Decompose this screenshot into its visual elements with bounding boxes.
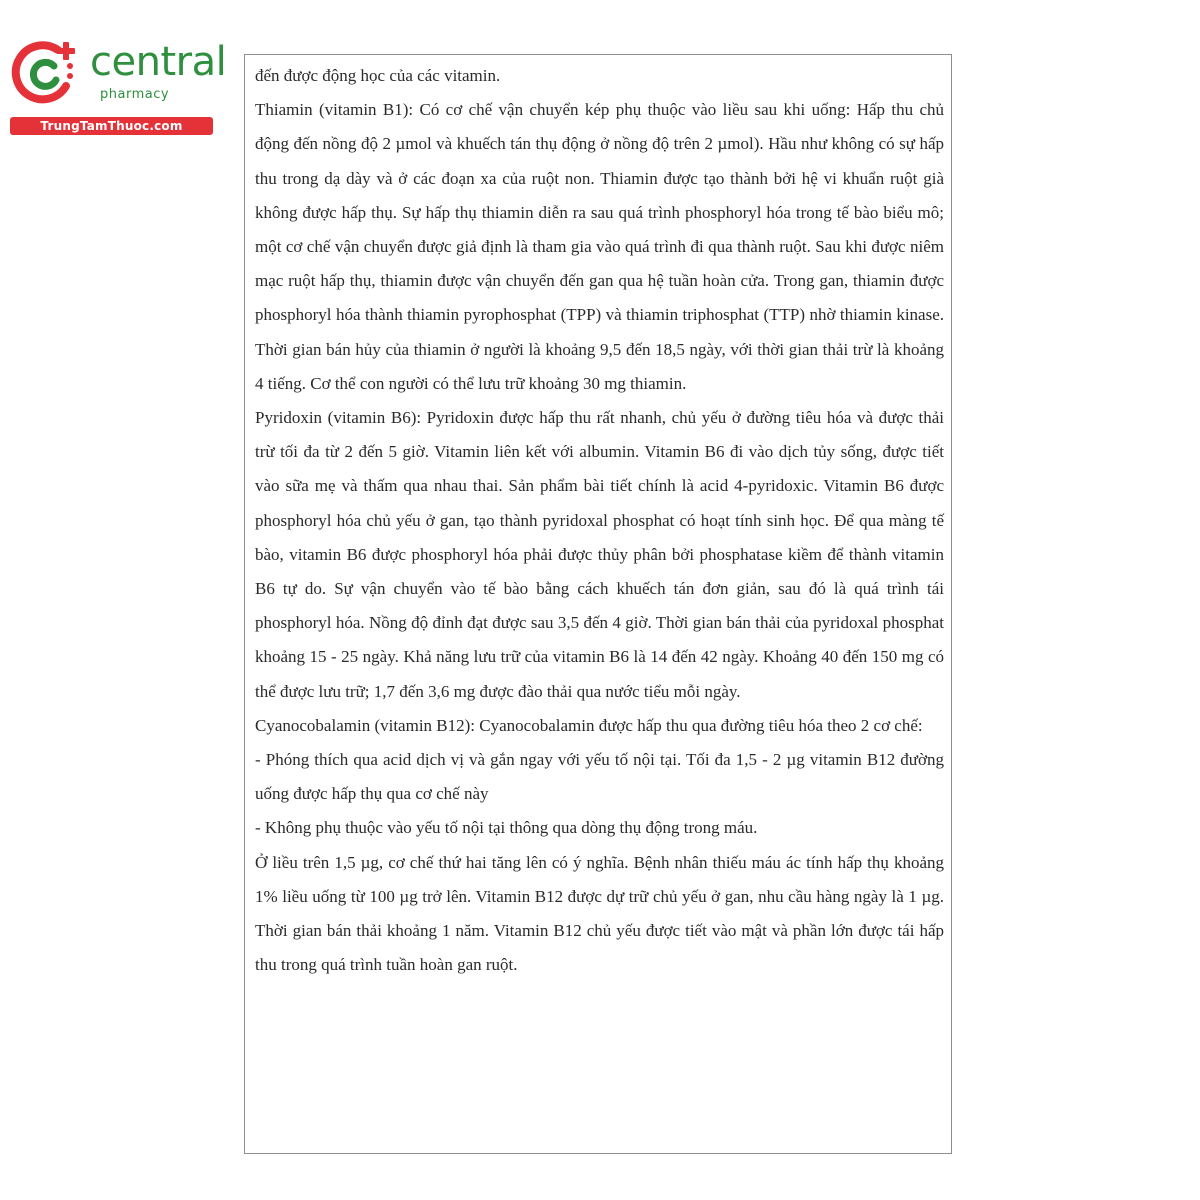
list-item-mechanism-1: - Phóng thích qua acid dịch vị và gắn ngay với yếu tố nội tại. Tối đa 1,5 - 2 µg vitamin B12 đường uống được hấp thụ qua cơ chế này xyxy=(255,750,944,804)
paragraph-pyridoxin: Pyridoxin (vitamin B6): Pyridoxin được hấp thu rất nhanh, chủ yếu ở đường tiêu hóa và được thải trừ tối đa từ 2 đến 5 giờ. Vitamin liên kết với albumin. Vitamin B6 đi vào dịch tủy sống, được tiết vào sữa mẹ và thấm qua nhau thai. Sản phẩm bài tiết chính là acid 4-pyridoxic. Vitamin B6 được phosphoryl hóa chủ yếu ở gan, tạo thành pyridoxal phosphat có hoạt tính sinh học. Để qua màng tế bào, vitamin B6 được phosphoryl hóa phải được thủy phân bởi phosphatase kiềm để thành vitamin B6 tự do. Sự vận chuyển vào tế bào bằng cách khuếch tán đơn giản, sau đó là quá trình tái phosphoryl hóa. Nồng độ đỉnh đạt được sau 3,5 đến 4 giờ. Thời gian bán thải của pyridoxal phosphat khoảng 15 - 25 ngày. Khả năng lưu trữ của vitamin B6 là 14 đến 42 ngày. Khoảng 40 đến 150 mg có thể được lưu trữ; 1,7 đến 3,6 mg được đào thải qua nước tiểu mỗi ngày. xyxy=(255,408,944,701)
brand-website-banner: TrungTamThuoc.com xyxy=(10,117,213,135)
central-pharmacy-logo xyxy=(10,36,227,136)
brand-name: central xyxy=(90,39,227,85)
brand-tagline: pharmacy xyxy=(100,87,170,102)
paragraph-b12-dosage: Ở liều trên 1,5 µg, cơ chế thứ hai tăng lên có ý nghĩa. Bệnh nhân thiếu máu ác tính hấp thụ khoảng 1% liều uống từ 100 µg trở lên. Vitamin B12 được dự trữ chủ yếu ở gan, nhu cầu hàng ngày là 1 µg. Thời gian bán thải khoảng 1 năm. Vitamin B12 chủ yếu được tiết vào mật và phần lớn được tái hấp thu trong quá trình tuần hoàn gan ruột. xyxy=(255,852,944,975)
paragraph-thiamin: Thiamin (vitamin B1): Có cơ chế vận chuyển kép phụ thuộc vào liều sau khi uống: Hấp thu chủ động đến nồng độ 2 µmol và khuếch tán thụ động ở nồng độ trên 2 µmol). Hầu như không có sự hấp thu trong dạ dày và ở các đoạn xa của ruột non. Thiamin được tạo thành bởi hệ vi khuẩn ruột già không được hấp thụ. Sự hấp thụ thiamin diễn ra sau quá trình phosphoryl hóa trong tế bào biểu mô; một cơ chế vận chuyển được giả định là tham gia vào quá trình đi qua thành ruột. Sau khi được niêm mạc ruột hấp thụ, thiamin được vận chuyển đến gan qua hệ tuần hoàn cửa. Trong gan, thiamin được phosphoryl hóa thành thiamin pyrophosphat (TPP) và thiamin triphosphat (TTP) nhờ thiamin kinase. Thời gian bán hủy của thiamin ở người là khoảng 9,5 đến 18,5 ngày, với thời gian thải trừ là khoảng 4 tiếng. Cơ thể con người có thể lưu trữ khoảng 30 mg thiamin. xyxy=(255,100,944,393)
paragraph-cyanocobalamin: Cyanocobalamin (vitamin B12): Cyanocobalamin được hấp thu qua đường tiêu hóa theo 2 cơ chế: xyxy=(255,715,923,735)
paragraph-intro-fragment: đến được động học của các vitamin. xyxy=(255,66,501,85)
list-item-mechanism-2: - Không phụ thuộc vào yếu tố nội tại thông qua dòng thụ động trong máu. xyxy=(255,818,758,838)
pharmacy-cross-c-icon xyxy=(10,36,82,108)
document-page xyxy=(244,54,952,1154)
